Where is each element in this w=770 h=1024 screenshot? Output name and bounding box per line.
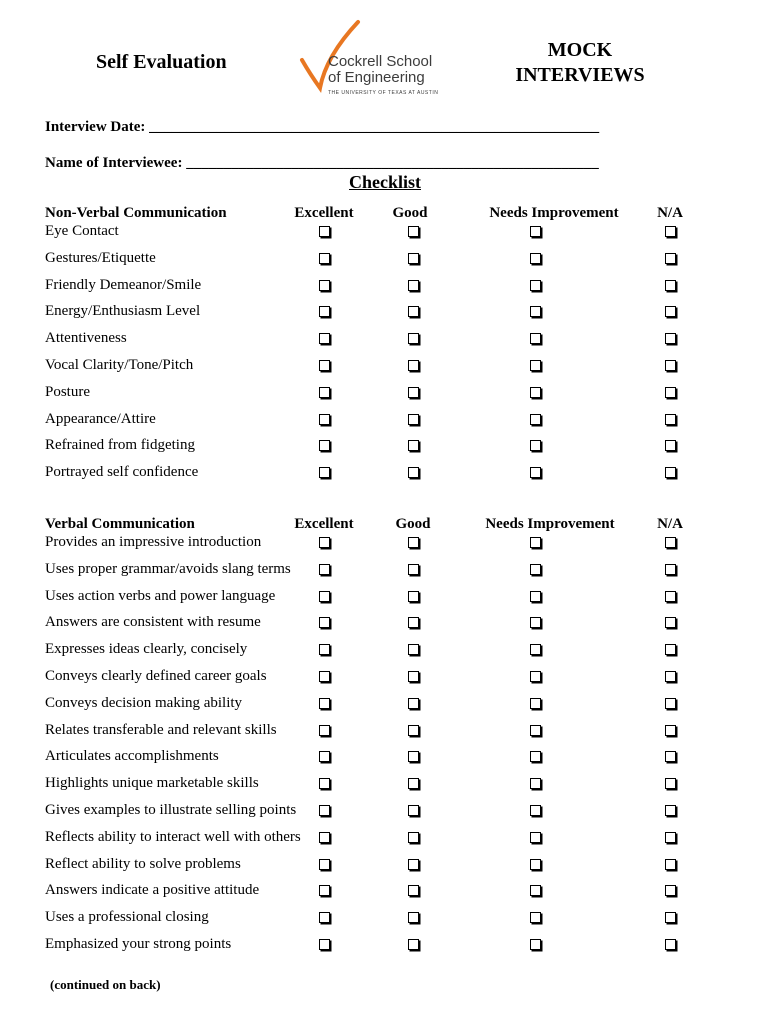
rating-checkbox[interactable] (530, 912, 541, 923)
rating-checkbox[interactable] (408, 306, 419, 317)
rating-checkbox[interactable] (665, 912, 676, 923)
rating-checkbox[interactable] (665, 939, 676, 950)
checklist-item-label: Gestures/Etiquette (45, 249, 156, 266)
title-line-1: MOCK (547, 39, 613, 61)
rating-checkbox[interactable] (665, 564, 676, 575)
column-header: Needs Improvement (489, 205, 619, 221)
column-header: Good (392, 205, 428, 221)
rating-checkbox[interactable] (408, 360, 419, 371)
rating-checkbox[interactable] (408, 537, 419, 548)
checklist-item-label: Highlights unique marketable skills (45, 775, 259, 792)
rating-checkbox[interactable] (408, 671, 419, 682)
continued-note: (continued on back) (50, 977, 161, 992)
interview-date-field[interactable]: Interview Date: ____________________________________________________________ (45, 119, 600, 135)
rating-checkbox[interactable] (408, 414, 419, 425)
rating-checkbox[interactable] (408, 467, 419, 478)
rating-checkbox[interactable] (319, 414, 330, 425)
rating-checkbox[interactable] (319, 725, 330, 736)
column-header: N/A (657, 516, 683, 532)
rating-checkbox[interactable] (530, 725, 541, 736)
rating-checkbox[interactable] (530, 387, 541, 398)
rating-checkbox[interactable] (530, 805, 541, 816)
checklist-item-label: Portrayed self confidence (45, 464, 199, 481)
rating-checkbox[interactable] (530, 751, 541, 762)
rating-checkbox[interactable] (665, 859, 676, 870)
checklist-item-label: Conveys decision making ability (45, 694, 243, 711)
rating-checkbox[interactable] (408, 280, 419, 291)
rating-checkbox[interactable] (530, 939, 541, 950)
checklist-item-label: Relates transferable and relevant skills (45, 721, 277, 738)
rating-checkbox[interactable] (665, 725, 676, 736)
rating-checkbox[interactable] (408, 591, 419, 602)
rating-checkbox[interactable] (319, 253, 330, 264)
rating-checkbox[interactable] (530, 698, 541, 709)
column-header: Good (395, 516, 431, 532)
rating-checkbox[interactable] (319, 564, 330, 575)
rating-checkbox[interactable] (530, 644, 541, 655)
checklist-item-label: Posture (45, 383, 90, 400)
rating-checkbox[interactable] (530, 591, 541, 602)
checklist-item-label: Uses proper grammar/avoids slang terms (45, 560, 291, 577)
rating-checkbox[interactable] (319, 537, 330, 548)
checklist-item-label: Gives examples to illustrate selling points (45, 802, 297, 818)
rating-checkbox[interactable] (319, 805, 330, 816)
column-header: Excellent (294, 205, 354, 221)
rating-checkbox[interactable] (408, 440, 419, 451)
checklist-item-label: Answers indicate a positive attitude (45, 882, 260, 899)
rating-checkbox[interactable] (319, 617, 330, 628)
checklist-item-label: Expresses ideas clearly, concisely (45, 641, 248, 658)
rating-checkbox[interactable] (408, 564, 419, 575)
rating-checkbox[interactable] (530, 885, 541, 896)
checklist-item-label: Reflect ability to solve problems (45, 855, 241, 872)
rating-checkbox[interactable] (665, 778, 676, 789)
rating-checkbox[interactable] (530, 537, 541, 548)
rating-checkbox[interactable] (319, 885, 330, 896)
rating-checkbox[interactable] (665, 885, 676, 896)
self-evaluation-title: Self Evaluation (96, 51, 227, 73)
rating-checkbox[interactable] (408, 253, 419, 264)
checklist-item-label: Emphasized your strong points (45, 936, 232, 952)
section-title: Non-Verbal Communication (45, 205, 227, 221)
rating-checkbox[interactable] (408, 912, 419, 923)
rating-checkbox[interactable] (408, 725, 419, 736)
rating-checkbox[interactable] (408, 333, 419, 344)
rating-checkbox[interactable] (319, 591, 330, 602)
rating-checkbox[interactable] (530, 671, 541, 682)
rating-checkbox[interactable] (665, 537, 676, 548)
rating-checkbox[interactable] (530, 306, 541, 317)
rating-checkbox[interactable] (530, 564, 541, 575)
checklist-item-label: Conveys clearly defined career goals (45, 668, 267, 684)
rating-checkbox[interactable] (319, 467, 330, 478)
rating-checkbox[interactable] (408, 939, 419, 950)
checklist-item-label: Uses a professional closing (45, 909, 209, 926)
rating-checkbox[interactable] (530, 360, 541, 371)
column-header: N/A (657, 205, 683, 221)
logo-tagline: THE UNIVERSITY OF TEXAS AT AUSTIN (328, 90, 439, 96)
rating-checkbox[interactable] (319, 306, 330, 317)
rating-checkbox[interactable] (665, 306, 676, 317)
rating-checkbox[interactable] (408, 644, 419, 655)
rating-checkbox[interactable] (665, 360, 676, 371)
checklist-item-label: Vocal Clarity/Tone/Pitch (45, 357, 194, 373)
rating-checkbox[interactable] (530, 617, 541, 628)
rating-checkbox[interactable] (319, 360, 330, 371)
rating-checkbox[interactable] (530, 859, 541, 870)
rating-checkbox[interactable] (530, 333, 541, 344)
cockrell-school-logo (298, 18, 458, 98)
checklist-item-label: Friendly Demeanor/Smile (45, 276, 202, 293)
rating-checkbox[interactable] (665, 467, 676, 478)
rating-checkbox[interactable] (408, 805, 419, 816)
rating-checkbox[interactable] (665, 698, 676, 709)
checklist-item-label: Provides an impressive introduction (45, 534, 262, 550)
rating-checkbox[interactable] (319, 644, 330, 655)
rating-checkbox[interactable] (319, 778, 330, 789)
checklist-item-label: Answers are consistent with resume (45, 614, 261, 631)
rating-checkbox[interactable] (319, 939, 330, 950)
rating-checkbox[interactable] (665, 253, 676, 264)
checklist-item-label: Uses action verbs and power language (45, 587, 276, 604)
rating-checkbox[interactable] (319, 859, 330, 870)
rating-checkbox[interactable] (665, 832, 676, 843)
rating-checkbox[interactable] (665, 280, 676, 291)
checklist-item-label: Articulates accomplishments (45, 748, 219, 765)
checklist-item-label: Attentiveness (45, 330, 127, 347)
rating-checkbox[interactable] (408, 698, 419, 709)
rating-checkbox[interactable] (319, 387, 330, 398)
rating-checkbox[interactable] (665, 751, 676, 762)
rating-checkbox[interactable] (665, 333, 676, 344)
rating-checkbox[interactable] (530, 467, 541, 478)
rating-checkbox[interactable] (665, 414, 676, 425)
rating-checkbox[interactable] (319, 912, 330, 923)
logo-line1: Cockrell School (328, 53, 433, 70)
rating-checkbox[interactable] (319, 698, 330, 709)
checklist-item-label: Energy/Enthusiasm Level (45, 303, 201, 320)
mock-interviews-title (500, 38, 660, 88)
title-line-2: INTERVIEWS (515, 64, 645, 86)
rating-checkbox[interactable] (530, 226, 541, 237)
rating-checkbox[interactable] (319, 671, 330, 682)
interviewee-name-field[interactable]: Name of Interviewee: _______________________________________________________ (45, 155, 599, 171)
section-title: Verbal Communication (45, 516, 195, 532)
checklist-heading: Checklist (349, 172, 421, 192)
rating-checkbox[interactable] (665, 440, 676, 451)
rating-checkbox[interactable] (530, 440, 541, 451)
rating-checkbox[interactable] (530, 253, 541, 264)
logo-line2: of Engineering (328, 69, 425, 86)
rating-checkbox[interactable] (319, 440, 330, 451)
rating-checkbox[interactable] (408, 832, 419, 843)
rating-checkbox[interactable] (530, 280, 541, 291)
rating-checkbox[interactable] (530, 778, 541, 789)
rating-checkbox[interactable] (408, 859, 419, 870)
column-header: Excellent (294, 516, 354, 532)
rating-checkbox[interactable] (530, 414, 541, 425)
rating-checkbox[interactable] (665, 671, 676, 682)
rating-checkbox[interactable] (665, 617, 676, 628)
rating-checkbox[interactable] (530, 832, 541, 843)
checklist-item-label: Refrained from fidgeting (45, 437, 195, 454)
rating-checkbox[interactable] (319, 751, 330, 762)
rating-checkbox[interactable] (665, 591, 676, 602)
column-header: Needs Improvement (485, 516, 615, 532)
rating-checkbox[interactable] (408, 778, 419, 789)
rating-checkbox[interactable] (665, 805, 676, 816)
rating-checkbox[interactable] (665, 226, 676, 237)
rating-checkbox[interactable] (408, 751, 419, 762)
rating-checkbox[interactable] (319, 280, 330, 291)
rating-checkbox[interactable] (319, 226, 330, 237)
checklist-item-label: Reflects ability to interact well with others (45, 828, 301, 845)
rating-checkbox[interactable] (408, 617, 419, 628)
rating-checkbox[interactable] (319, 333, 330, 344)
rating-checkbox[interactable] (665, 644, 676, 655)
checklist-item-label: Appearance/Attire (45, 410, 156, 427)
checklist-item-label: Eye Contact (45, 223, 119, 239)
rating-checkbox[interactable] (665, 387, 676, 398)
rating-checkbox[interactable] (319, 832, 330, 843)
logo-graphic (298, 18, 458, 98)
rating-checkbox[interactable] (408, 226, 419, 237)
rating-checkbox[interactable] (408, 387, 419, 398)
rating-checkbox[interactable] (408, 885, 419, 896)
